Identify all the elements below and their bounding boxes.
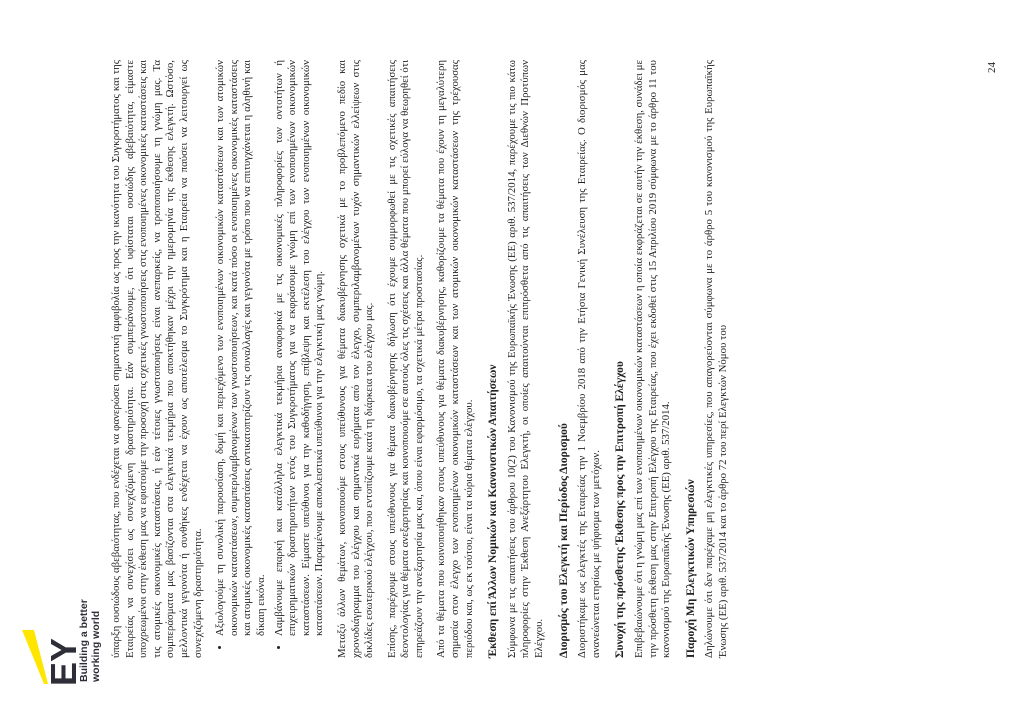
paragraph-regulation: Σύμφωνα με τις απαιτήσεις του άρθρου 10(2) του Κανονισμού της Ευρωπαϊκής Ένωσης (ΕΕ) αριθ. 537/2014, παρέχουμε τις πιο κάτω πληροφορίες στην Έκθεση Ανεξάρτητου Ελεγκτή, οι οποίες απαιτούνται επιπρόσθετα από τις απαιτήσεις των Διεθνών Προτύπων Ελέγχου. (505, 60, 546, 658)
bullet-presentation: • Αξιολογούμε τη συνολική παρουσίαση, δομή και περιεχόμενο των ενοποιημένων οικονομικών καταστάσεων και των ατομικών οικονομικών καταστάσεων, συμπεριλαμβανομένων των γνωστοποιήσεων, και κατά πόσο οι ενοποιημένες οικονομικές καταστάσεις και ατομικές οικονομικές καταστάσεις αντικατοπτρίζουν τις συναλλαγές και γεγονότα με τρόπο που να επιτυγχάνεται η αληθινή και δίκαιη εικόνα. (214, 60, 268, 636)
paragraph-going-concern: ύπαρξη ουσιώδους αβεβαιότητας, που ενδέχεται να φανερώσει σημαντική αμφιβολία ως προς την ικανότητα του Συγκροτήματος και της Εταιρείας να συνεχίσει ως συνεχιζόμενη δραστηριότητα. Εάν συμπεράνουμε, ότι υφίσταται ουσιώδης αβεβαιότητα, είμαστε υποχρεωμένοι στην έκθεση μας να εφιστούμε την προσοχή στις σχετικές γνωστοποιήσεις στις ενοποιημένες οικονομικές καταστάσεις και τις ατομικές οικονομικές καταστάσεις, ή εάν τέτοιες γνωστοποιήσεις είναι ανεπαρκείς, να τροποποιήσουμε τη γνώμη μας. Τα συμπεράσματα μας βασίζονται στα ελεγκτικά τεκμήρια που αποκτήθηκαν μέχρι την ημερομηνία της έκθεσης ελεγκτή. Ωστόσο, μελλοντικά γεγονότα ή συνθήκες ενδέχεται να έχουν ως αποτέλεσμα το Συγκρότημα και η Εταιρεία να παύσει να λειτουργεί ως συνεχιζόμενη δραστηριότητα. (110, 60, 204, 658)
ey-logo (18, 568, 118, 688)
heading-appointment: Διορισμός του Ελεγκτή και Περίοδος Διορισμού (557, 423, 570, 658)
report-body (110, 60, 740, 658)
ey-logo-icon (18, 626, 84, 688)
paragraph-non-audit-services: Δηλώνουμε ότι δεν παρέχαμε μη ελεγκτικές υπηρεσίες, που απαγορεύονται σύμφωνα με το άρθρο 5 του κανονισμού της Ευρωπαϊκής Ένωσης (ΕΕ) αριθ. 537/2014 και το άρθρο 72 του περί Ελεγκτών Νόμου του (703, 60, 729, 658)
heading-non-audit-services: Παροχή Μη Ελεγκτικών Υπηρεσιών (684, 479, 697, 658)
heading-consistency: Συνοχή της πρόσθετης Έκθεσης προς την Επιτροπή Ελέγχου (614, 361, 627, 658)
paragraph-appointment: Διοριστήκαμε ως ελεγκτές της Εταιρείας την 1 Νοεμβρίου 2018 από την Ετήσια Γενική Συνέλευση της Εταιρείας. Ο διορισμός μας ανανεώνεται ετησίως με ψήφισμα των μετόχων. (576, 60, 602, 658)
heading-other-legal: Έκθεση επί Άλλων Νομικών και Κανονιστικών Απαιτήσεων (487, 364, 500, 658)
bullet-list (214, 60, 327, 658)
tagline-line1: Building a better (78, 599, 90, 682)
paragraph-communications: Μεταξύ άλλων θεμάτων, κοινοποιούμε στους υπεύθυνους για θέματα διακυβέρνησης σχετικά με το προβλεπόμενο πεδίο και χρονοδιάγραμμα του ελέγχου και σημαντικά ευρήματα από τον έλεγχο, συμπεριλαμβανομένων τυχόν σημαντικών ελλείψεων στις δικλίδες εσωτερικού ελέγχου, που εντοπίζουμε κατά τη διάρκεια του ελέγχου μας. (335, 60, 376, 658)
logo-text: EY (43, 637, 84, 686)
paragraph-key-audit-matters: Από τα θέματα που κοινοποιήθηκαν στους υπεύθυνους για θέματα διακυβέρνησης, καθορίζουμε τα θέματα που έχουν τη μεγαλύτερη σημασία στον έλεγχο των ενοποιημένων οικονομικών καταστάσεων και των ατομικών οικονομικών καταστάσεων της τρέχουσας περιόδου και, ως εκ τούτου, είναι τα κύρια θέματα ελέγχου. (435, 60, 475, 658)
tagline (78, 599, 102, 682)
paragraph-consistency: Επιβεβαιώνουμε ότι η γνώμη μας επί των ενοποιημένων οικονομικών καταστάσεων η οποία εκφράζεται σε αυτήν την έκθεση, συνάδει με την πρόσθετη έκθεση μας στην Επιτροπή Ελέγχου της Εταιρείας, που έχει εκδοθεί στις 15 Απριλίου 2019 σύμφωνα με το άρθρο 11 του κανονισμού της Ευρωπαϊκής Ένωσης (ΕΕ) αριθ. 537/2014. (633, 60, 673, 658)
page-number: 24 (986, 62, 998, 73)
paragraph-independence: Επίσης, παρέχουμε στους υπεύθυνους για θέματα διακυβέρνησης δήλωση ότι έχουμε συμμορφωθεί με τις σχετικές απαιτήσεις δεοντολογίας για θέματα ανεξαρτησίας και κοινοποιούμε σε αυτούς όλες τις σχέσεις και άλλα θέματα που μπορεί εύλογα να θεωρηθεί ότι επηρεάζουν την ανεξαρτησία μας και, όπου είναι εφαρμόσιμο, τα σχετικά μέτρα προστασίας. (385, 60, 425, 658)
bullet-group-evidence: • Λαμβάνουμε επαρκή και κατάλληλα ελεγκτικά τεκμήρια αναφορικά με τις οικονομικές πληροφορίες των οντοτήτων ή επιχειρηματικών δραστηριοτήτων εντός του Συγκροτήματος για να εκφράσουμε γνώμη επί των ενοποιημένων οικονομικών καταστάσεων. Είμαστε υπεύθυνοι για την καθοδήγηση, επίβλεψη και εκτέλεση του ελέγχου των ενοποιημένων οικονομικών καταστάσεων. Παραμένουμε αποκλειστικά υπεύθυνοι για την ελεγκτική μας γνώμη. (273, 60, 327, 636)
tagline-line2: working world (90, 610, 102, 682)
